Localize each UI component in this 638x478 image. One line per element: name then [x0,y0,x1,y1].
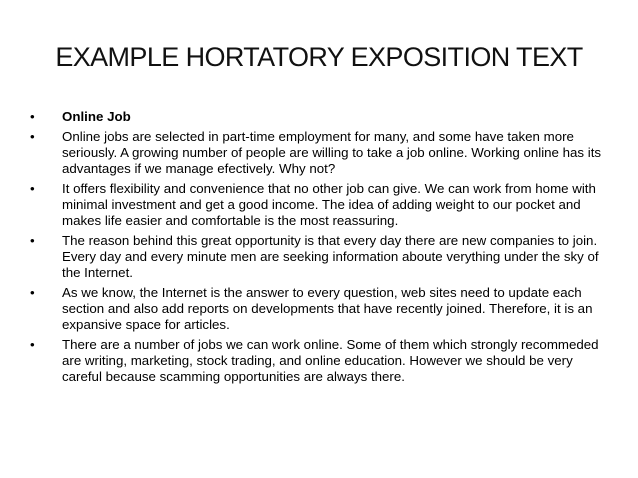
bullet-item [30,109,612,125]
bullet-icon: • [30,233,35,248]
bullet-item [30,129,612,177]
bullet-text: Online jobs are selected in part-time employment for many, and some have taken more seriously. A growing number of people are willing to take a job online. Working online has its advantages if we manage efectively. Why not? [62,129,602,176]
bullet-list [30,109,612,389]
bullet-item [30,181,612,229]
bullet-text: It offers flexibility and convenience that no other job can give. We can work from home with minimal investment and get a good income. The idea of adding weight to our pocket and makes life easier and comfortable is the most reassuring. [62,181,596,228]
bullet-item [30,233,612,281]
bullet-item [30,337,612,385]
bullet-text: There are a number of jobs we can work online. Some of them which strongly recommeded are writing, marketing, stock trading, and online education. However we should be very careful because scamming opportunities are always there. [62,337,599,384]
bullet-text: Online Job [62,109,131,124]
bullet-icon: • [30,181,35,196]
bullet-item [30,285,612,333]
bullet-text: As we know, the Internet is the answer to every question, web sites need to update each section and also add reports on developments that have recently joined. Therefore, it is an expansive space for articles. [62,285,593,332]
bullet-icon: • [30,337,35,352]
bullet-icon: • [30,129,35,144]
bullet-icon: • [30,109,35,124]
bullet-text: The reason behind this great opportunity is that every day there are new companies to join. Every day and every minute men are seeking information aboute verything under the sky of the Internet. [62,233,599,280]
bullet-icon: • [30,285,35,300]
slide-title: EXAMPLE HORTATORY EXPOSITION TEXT [55,42,583,72]
